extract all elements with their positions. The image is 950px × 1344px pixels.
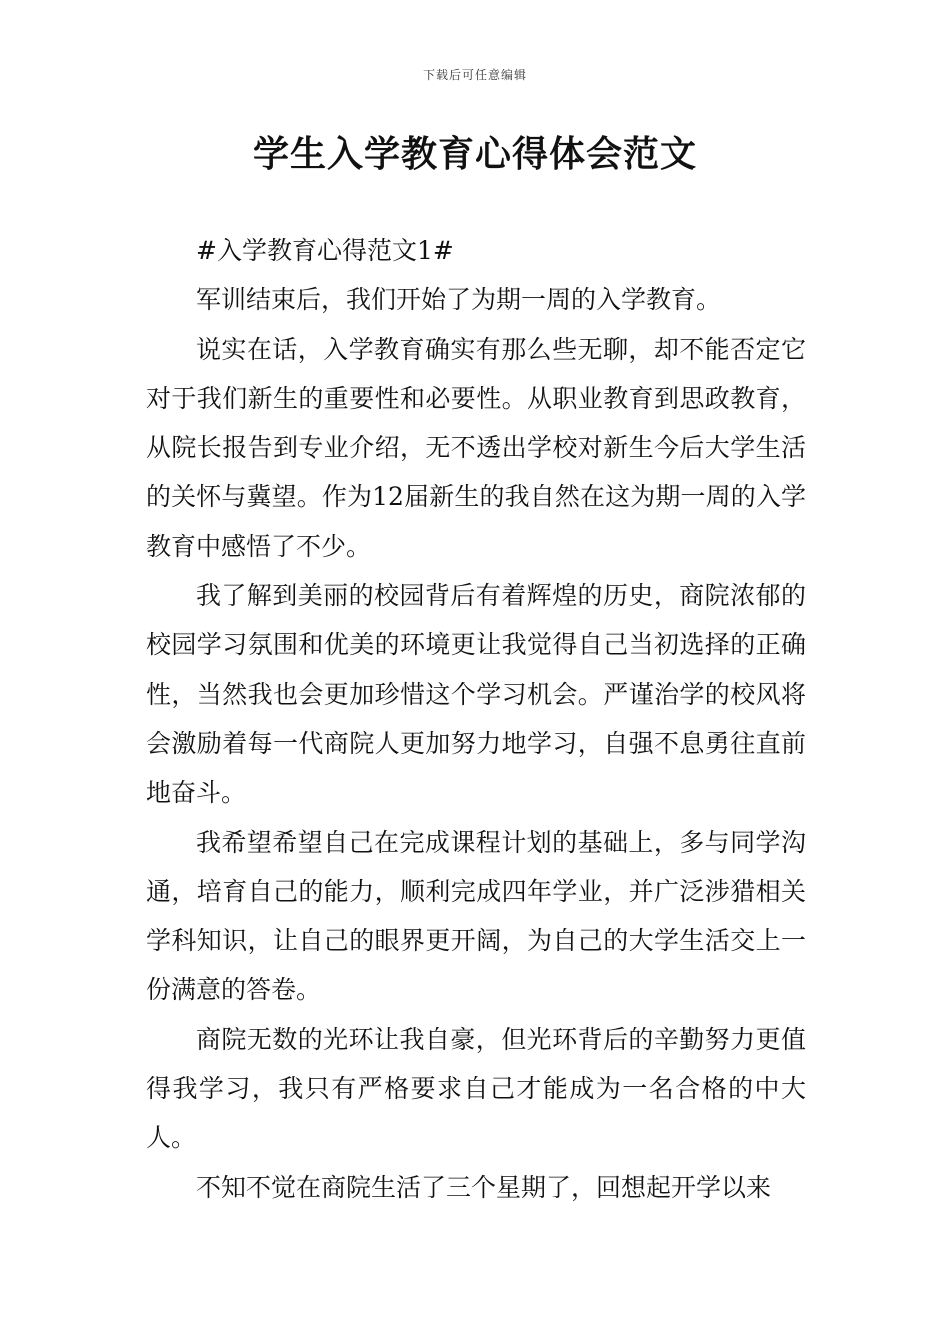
paragraph-section-heading: #入学教育心得范文1# [196,236,454,265]
paragraph: 说实在话，入学教育确实有那么些无聊，却不能否定它对于我们新生的重要性和必要性。从职业教育到思政教育，从院长报告到专业介绍，无不透出学校对新生今后大学生活的关怀与冀望。作为12届新生的我自然在这为期一周的入学教育中感悟了不少。 [146,334,806,561]
header-note: 下载后可任意编辑 [422,68,527,82]
document-body [146,226,806,1212]
document-title: 学生入学教育心得体会范文 [252,134,697,175]
paragraph: 不知不觉在商院生活了三个星期了，回想起开学以来 [196,1172,772,1202]
paragraph: 商院无数的光环让我自豪，但光环背后的辛勤努力更值得我学习，我只有严格要求自己才能成为一名合格的中大人。 [146,1024,806,1153]
paragraph: 军训结束后，我们开始了为期一周的入学教育。 [196,285,722,315]
paragraph: 我了解到美丽的校园背后有着辉煌的历史，商院浓郁的校园学习氛围和优美的环境更让我觉得自己当初选择的正确性，当然我也会更加珍惜这个学习机会。严谨治学的校风将会激励着每一代商院人更加努力地学习，自强不息勇往直前地奋斗。 [146,581,806,808]
paragraph: 我希望希望自己在完成课程计划的基础上，多与同学沟通，培育自己的能力，顺利完成四年学业，并广泛涉猎相关学科知识，让自己的眼界更开阔，为自己的大学生活交上一份满意的答卷。 [146,827,806,1005]
